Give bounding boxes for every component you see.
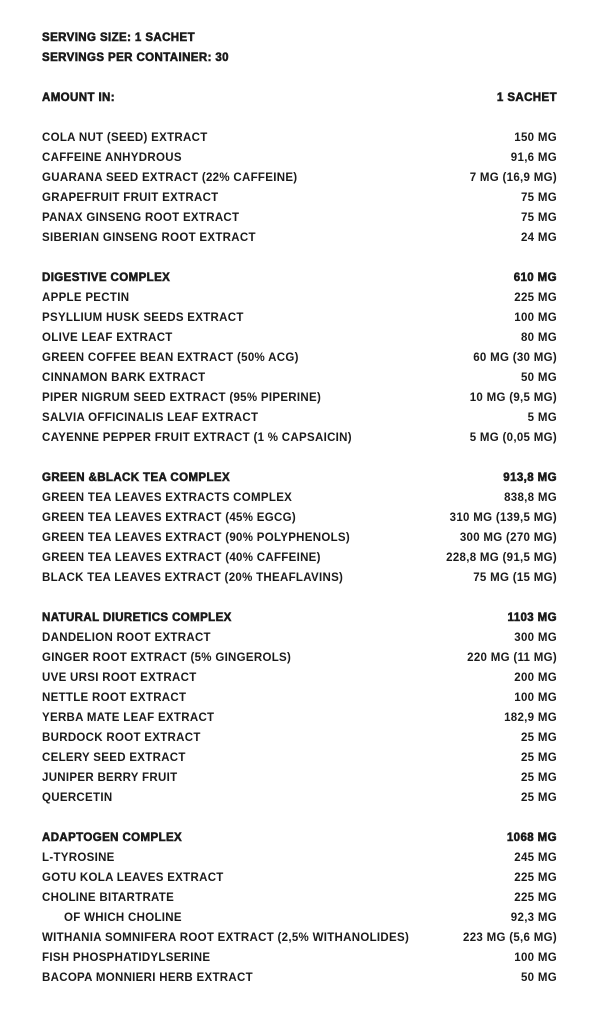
section-total-amount: 913,8 MG bbox=[503, 472, 557, 484]
section-header-row bbox=[42, 828, 557, 848]
ingredient-amount: 60 MG (30 MG) bbox=[473, 352, 557, 364]
ingredient-row bbox=[42, 228, 557, 248]
ingredient-amount: 5 MG bbox=[527, 412, 557, 424]
ingredient-amount: 225 MG bbox=[514, 892, 557, 904]
ingredient-amount: 100 MG bbox=[514, 952, 557, 964]
ingredient-name: SIBERIAN GINSENG ROOT EXTRACT bbox=[42, 232, 256, 244]
ingredient-name: PSYLLIUM HUSK SEEDS EXTRACT bbox=[42, 312, 244, 324]
ingredient-name: JUNIPER BERRY FRUIT bbox=[42, 772, 178, 784]
ingredient-amount: 25 MG bbox=[520, 732, 557, 744]
ingredient-amount: 75 MG bbox=[520, 212, 557, 224]
ingredient-name: NETTLE ROOT EXTRACT bbox=[42, 692, 187, 704]
ingredient-name: BACOPA MONNIERI HERB EXTRACT bbox=[42, 972, 253, 984]
ingredient-row bbox=[42, 788, 557, 808]
ingredient-row bbox=[42, 968, 557, 988]
ingredient-row bbox=[42, 328, 557, 348]
ingredient-name: DANDELION ROOT EXTRACT bbox=[42, 632, 211, 644]
ingredient-amount: 80 MG bbox=[520, 332, 557, 344]
ingredient-name: GREEN TEA LEAVES EXTRACT (40% CAFFEINE) bbox=[42, 552, 321, 564]
ingredient-name: BURDOCK ROOT EXTRACT bbox=[42, 732, 201, 744]
ingredient-amount: 7 MG (16,9 MG) bbox=[469, 172, 557, 184]
section-title: DIGESTIVE COMPLEX bbox=[42, 272, 171, 284]
ingredient-row bbox=[42, 208, 557, 228]
servings-per-container-row bbox=[42, 48, 557, 68]
ingredient-name: CAFFEINE ANHYDROUS bbox=[42, 152, 182, 164]
serving-size-row bbox=[42, 28, 557, 48]
ingredient-row bbox=[42, 488, 557, 508]
section-total-amount: 1068 MG bbox=[506, 832, 557, 844]
ingredient-row bbox=[42, 548, 557, 568]
ingredient-row bbox=[42, 768, 557, 788]
ingredient-name: CHOLINE BITARTRATE bbox=[42, 892, 175, 904]
ingredient-amount: 300 MG bbox=[514, 632, 557, 644]
ingredient-name: GREEN COFFEE BEAN EXTRACT (50% ACG) bbox=[42, 352, 299, 364]
ingredient-row bbox=[42, 568, 557, 588]
ingredient-name: GREEN TEA LEAVES EXTRACT (45% EGCG) bbox=[42, 512, 296, 524]
section-title: NATURAL DIURETICS COMPLEX bbox=[42, 612, 232, 624]
ingredient-name: OLIVE LEAF EXTRACT bbox=[42, 332, 173, 344]
ingredient-row bbox=[42, 948, 557, 968]
servings-per-container-text: SERVINGS PER CONTAINER: 30 bbox=[42, 52, 229, 64]
ingredient-name: APPLE PECTIN bbox=[42, 292, 130, 304]
ingredient-row bbox=[42, 288, 557, 308]
ingredient-row bbox=[42, 928, 557, 948]
ingredient-name: BLACK TEA LEAVES EXTRACT (20% THEAFLAVINS) bbox=[42, 572, 344, 584]
ingredient-amount: 223 MG (5,6 MG) bbox=[463, 932, 557, 944]
ingredient-row bbox=[42, 168, 557, 188]
ingredient-amount: 75 MG bbox=[520, 192, 557, 204]
ingredient-name: GINGER ROOT EXTRACT (5% GINGEROLS) bbox=[42, 652, 292, 664]
ingredient-row bbox=[42, 868, 557, 888]
ingredient-name: FISH PHOSPHATIDYLSERINE bbox=[42, 952, 211, 964]
ingredient-name: UVE URSI ROOT EXTRACT bbox=[42, 672, 197, 684]
ingredient-amount: 225 MG bbox=[514, 872, 557, 884]
ingredient-row bbox=[42, 368, 557, 388]
ingredient-name: GREEN TEA LEAVES EXTRACTS COMPLEX bbox=[42, 492, 293, 504]
ingredient-name: COLA NUT (SEED) EXTRACT bbox=[42, 132, 208, 144]
ingredient-row bbox=[42, 708, 557, 728]
ingredient-amount: 92,3 MG bbox=[510, 912, 557, 924]
ingredient-name: GRAPEFRUIT FRUIT EXTRACT bbox=[42, 192, 219, 204]
section-header-row bbox=[42, 468, 557, 488]
ingredient-row bbox=[42, 528, 557, 548]
ingredient-name: WITHANIA SOMNIFERA ROOT EXTRACT (2,5% WITHANOLIDES) bbox=[42, 932, 410, 944]
ingredient-amount: 182,9 MG bbox=[504, 712, 557, 724]
ingredient-amount: 25 MG bbox=[520, 792, 557, 804]
ingredient-name: CELERY SEED EXTRACT bbox=[42, 752, 186, 764]
ingredient-amount: 220 MG (11 MG) bbox=[467, 652, 557, 664]
ingredient-amount: 225 MG bbox=[514, 292, 557, 304]
ingredient-sections bbox=[42, 128, 557, 988]
ingredient-name: GREEN TEA LEAVES EXTRACT (90% POLYPHENOLS) bbox=[42, 532, 351, 544]
ingredient-amount: 50 MG bbox=[520, 372, 557, 384]
section-total-amount: 610 MG bbox=[513, 272, 557, 284]
ingredient-row bbox=[42, 728, 557, 748]
ingredient-row bbox=[42, 388, 557, 408]
ingredient-name: YERBA MATE LEAF EXTRACT bbox=[42, 712, 215, 724]
ingredient-amount: 228,8 MG (91,5 MG) bbox=[446, 552, 557, 564]
ingredient-amount: 100 MG bbox=[514, 312, 557, 324]
ingredient-amount: 10 MG (9,5 MG) bbox=[469, 392, 557, 404]
section-header-row bbox=[42, 608, 557, 628]
ingredient-row bbox=[42, 348, 557, 368]
ingredient-section bbox=[42, 268, 557, 448]
ingredient-row bbox=[42, 128, 557, 148]
section-header-row bbox=[42, 268, 557, 288]
ingredient-row bbox=[42, 748, 557, 768]
ingredient-row bbox=[42, 908, 557, 928]
ingredient-row bbox=[42, 508, 557, 528]
ingredient-row bbox=[42, 308, 557, 328]
ingredient-name: CINNAMON BARK EXTRACT bbox=[42, 372, 206, 384]
ingredient-amount: 5 MG (0,05 MG) bbox=[469, 432, 557, 444]
amount-in-value: 1 SACHET bbox=[496, 92, 557, 104]
ingredient-amount: 75 MG (15 MG) bbox=[473, 572, 557, 584]
ingredient-row bbox=[42, 848, 557, 868]
ingredient-name: GOTU KOLA LEAVES EXTRACT bbox=[42, 872, 224, 884]
amount-in-label: AMOUNT IN: bbox=[42, 92, 115, 104]
ingredient-amount: 25 MG bbox=[520, 752, 557, 764]
ingredient-name: L-TYROSINE bbox=[42, 852, 115, 864]
ingredient-name: PIPER NIGRUM SEED EXTRACT (95% PIPERINE) bbox=[42, 392, 322, 404]
section-title: ADAPTOGEN COMPLEX bbox=[42, 832, 183, 844]
ingredient-amount: 245 MG bbox=[514, 852, 557, 864]
ingredient-row bbox=[42, 648, 557, 668]
ingredient-row bbox=[42, 628, 557, 648]
section-title: GREEN &BLACK TEA COMPLEX bbox=[42, 472, 231, 484]
ingredient-section bbox=[42, 128, 557, 248]
serving-size-text: SERVING SIZE: 1 SACHET bbox=[42, 32, 196, 44]
ingredient-section bbox=[42, 468, 557, 588]
ingredient-amount: 50 MG bbox=[520, 972, 557, 984]
ingredient-amount: 24 MG bbox=[520, 232, 557, 244]
ingredient-row bbox=[42, 428, 557, 448]
ingredient-row bbox=[42, 148, 557, 168]
ingredient-name: OF WHICH CHOLINE bbox=[64, 912, 182, 924]
ingredient-name: QUERCETIN bbox=[42, 792, 113, 804]
ingredient-amount: 838,8 MG bbox=[504, 492, 557, 504]
ingredient-name: PANAX GINSENG ROOT EXTRACT bbox=[42, 212, 240, 224]
ingredient-name: SALVIA OFFICINALIS LEAF EXTRACT bbox=[42, 412, 259, 424]
ingredient-amount: 25 MG bbox=[520, 772, 557, 784]
ingredient-row bbox=[42, 408, 557, 428]
ingredient-amount: 91,6 MG bbox=[510, 152, 557, 164]
ingredient-amount: 310 MG (139,5 MG) bbox=[449, 512, 557, 524]
ingredient-amount: 200 MG bbox=[514, 672, 557, 684]
ingredient-name: CAYENNE PEPPER FRUIT EXTRACT (1 % CAPSAICIN) bbox=[42, 432, 352, 444]
section-total-amount: 1103 MG bbox=[507, 612, 557, 624]
ingredient-amount: 300 MG (270 MG) bbox=[459, 532, 557, 544]
ingredient-row bbox=[42, 668, 557, 688]
ingredient-amount: 150 MG bbox=[514, 132, 557, 144]
ingredient-name: GUARANA SEED EXTRACT (22% CAFFEINE) bbox=[42, 172, 298, 184]
ingredient-row bbox=[42, 188, 557, 208]
ingredient-section bbox=[42, 828, 557, 988]
ingredient-amount: 100 MG bbox=[514, 692, 557, 704]
amount-header-row bbox=[42, 88, 557, 108]
ingredient-row bbox=[42, 888, 557, 908]
ingredient-section bbox=[42, 608, 557, 808]
ingredient-row bbox=[42, 688, 557, 708]
